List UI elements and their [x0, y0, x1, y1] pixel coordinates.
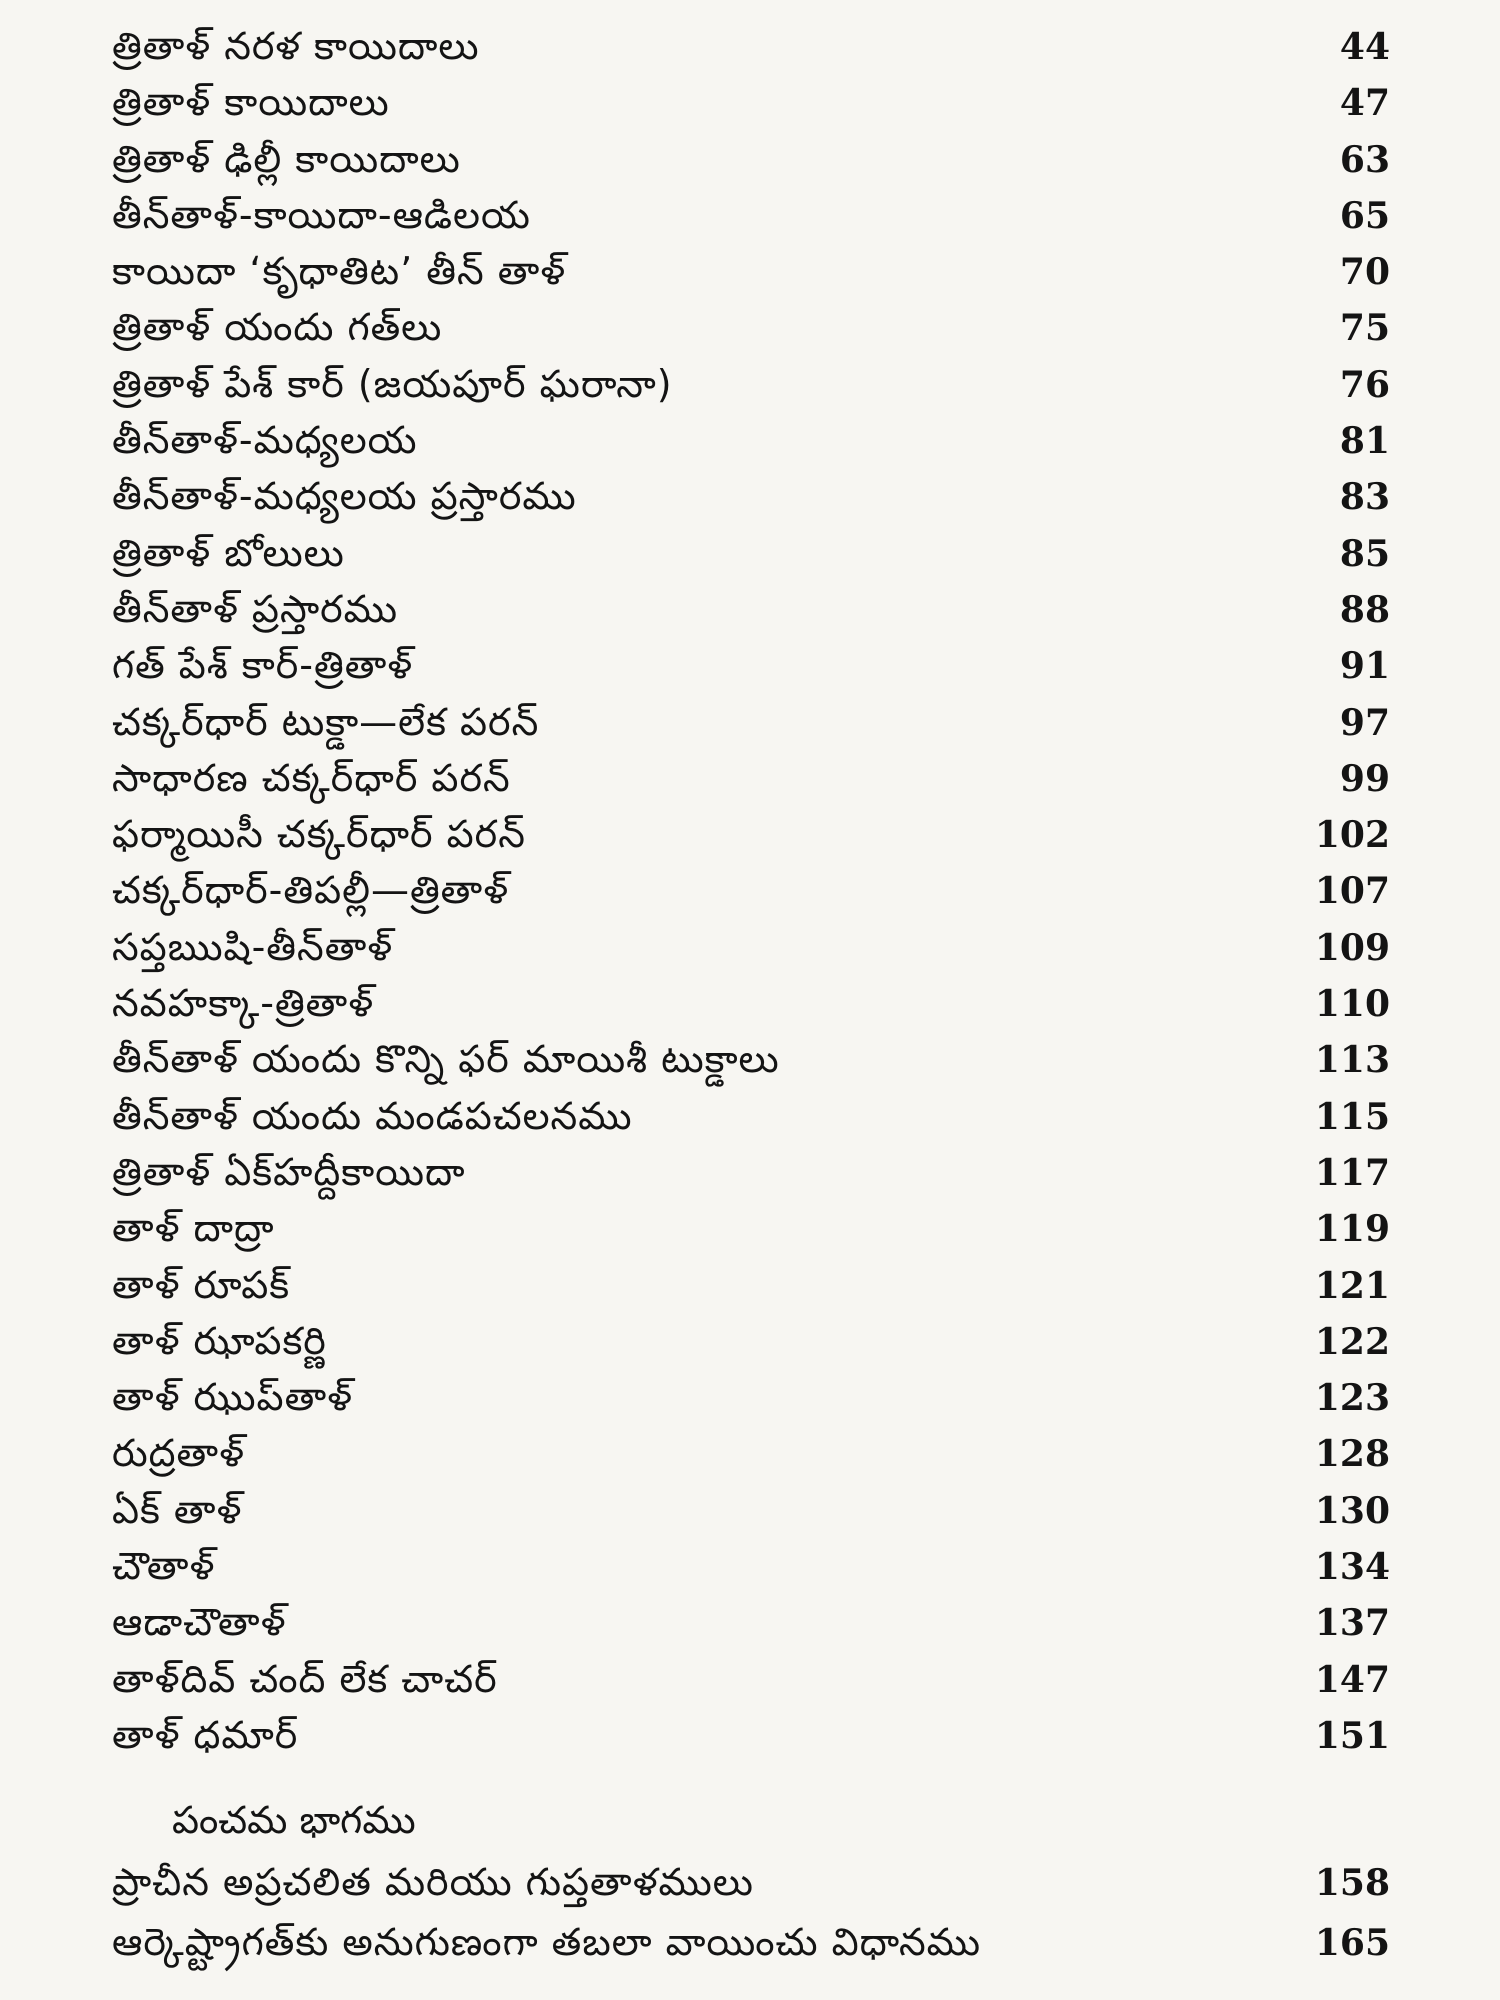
- toc-entry-title: త్రితాళ్ బోలులు: [112, 530, 345, 575]
- toc-entry-page-number: 147: [1314, 1658, 1390, 1701]
- toc-entry-title: తాళ్ రూపక్: [112, 1262, 291, 1307]
- toc-entry: [112, 756, 1402, 812]
- toc-entry: [112, 1713, 1402, 1769]
- toc-entry-page-number: 81: [1339, 420, 1390, 463]
- toc-entry: [112, 80, 1402, 136]
- toc-entry-page-number: 97: [1339, 701, 1390, 744]
- toc-entry-title: ప్రాచీన అప్రచలిత మరియు గుప్తతాళములు: [112, 1860, 754, 1904]
- toc-entry-page-number: 99: [1339, 757, 1390, 800]
- toc-entry-page-number: 88: [1339, 588, 1390, 631]
- toc-entry: [112, 24, 1402, 80]
- toc-entry-title: ఫర్మాయిసీ చక్కర్‌ధార్ పరన్: [112, 812, 526, 857]
- toc-entry: [112, 1319, 1402, 1375]
- toc-entry: [112, 643, 1402, 699]
- toc-entry: [112, 587, 1402, 643]
- toc-entry-title: తాళ్ దాద్రా: [112, 1206, 275, 1251]
- toc-entry: [112, 1263, 1402, 1319]
- toc-entry-page-number: 83: [1339, 476, 1390, 519]
- toc-entry-page-number: 137: [1314, 1602, 1390, 1645]
- toc-entry: [112, 868, 1402, 924]
- toc-entry-title: సప్తఋషి-తీన్‌తాళ్: [112, 924, 394, 969]
- toc-entry-page-number: 102: [1314, 814, 1390, 857]
- toc-entry: [112, 1206, 1402, 1262]
- toc-entry-title: రుద్రతాళ్: [112, 1431, 245, 1476]
- toc-entry-page-number: 121: [1314, 1264, 1390, 1307]
- toc-entry-title: చక్కర్‌ధార్ టుక్డా—లేక పరన్: [112, 699, 540, 744]
- toc-entry-title: తీన్‌తాళ్-కాయిదా-ఆడిలయ: [112, 192, 531, 237]
- toc-entry: [112, 700, 1402, 756]
- toc-entry: [112, 981, 1402, 1037]
- toc-entry-page-number: 165: [1314, 1922, 1390, 1964]
- toc-entry-title: తాళ్ ధమార్: [112, 1712, 299, 1757]
- toc-entry-page-number: 158: [1314, 1862, 1390, 1904]
- toc-entry-title: త్రితాళ్ పేశ్ కార్ (జయపూర్ ఘరానా): [112, 361, 673, 406]
- toc-entry-title: తాళ్ ఝుప్‌తాళ్: [112, 1375, 354, 1420]
- toc-entry-page-number: 85: [1339, 532, 1390, 575]
- toc-entry-title: తీన్‌తాళ్ యందు మండపచలనము: [112, 1093, 633, 1138]
- toc-entry: [112, 925, 1402, 981]
- toc-entry-title: కాయిదా ‘కృధాతిట’ తీన్ తాళ్: [112, 249, 567, 294]
- toc-entry-page-number: 75: [1339, 307, 1390, 350]
- toc-entry-title: చక్కర్‌ధార్-తిపల్లీ—త్రితాళ్: [112, 868, 510, 913]
- toc-entry-page-number: 110: [1314, 983, 1390, 1026]
- toc-entry-title: నవహక్కా-త్రితాళ్: [112, 981, 375, 1026]
- toc-entry-title: తీన్‌తాళ్-మధ్యలయ ప్రస్తారము: [112, 474, 577, 519]
- toc-entry: [112, 1150, 1402, 1206]
- toc-entry: [112, 1488, 1402, 1544]
- toc-entry-title: తీన్‌తాళ్ ప్రస్తారము: [112, 586, 399, 631]
- toc-entry-title: త్రితాళ్ యందు గత్‌లు: [112, 305, 443, 350]
- toc-entry: [112, 362, 1402, 418]
- toc-entry-title: త్రితాళ్ కాయిదాలు: [112, 80, 390, 125]
- toc-entry-page-number: 151: [1314, 1714, 1390, 1757]
- toc-entry-title: త్రితాళ్ ఏక్‌హద్దీకాయిదా: [112, 1149, 466, 1194]
- toc-entry-title: తాళ్ ఝాపకర్ణి: [112, 1318, 327, 1363]
- toc-entry-title: తాళ్‌దివ్ చంద్ లేక చాచర్: [112, 1656, 498, 1701]
- toc-entry-title: ఏక్ తాళ్: [112, 1487, 243, 1532]
- toc-entry-page-number: 117: [1314, 1151, 1390, 1194]
- toc-entry-page-number: 119: [1314, 1208, 1390, 1251]
- toc-entry-page-number: 113: [1314, 1039, 1390, 1082]
- toc-entry-page-number: 65: [1339, 194, 1390, 237]
- toc-entry: [112, 1920, 1402, 1980]
- toc-entry: [112, 305, 1402, 361]
- toc-entry: [112, 1431, 1402, 1487]
- toc-entry: [112, 418, 1402, 474]
- toc-entry-title: సాధారణ చక్కర్‌ధార్ పరన్: [112, 755, 511, 800]
- toc-entry-page-number: 70: [1339, 251, 1390, 294]
- section-list: [112, 1860, 1402, 1980]
- toc-entry-title: తీన్‌తాళ్ యందు కొన్ని ఫర్ మాయిశీ టుక్డాలు: [112, 1037, 780, 1082]
- toc-entry-page-number: 44: [1339, 26, 1390, 68]
- toc-entry-page-number: 128: [1314, 1433, 1390, 1476]
- toc-entry-title: గత్ పేశ్ కార్-త్రితాళ్: [112, 643, 414, 688]
- toc-entry: [112, 1037, 1402, 1093]
- toc-entry-title: ఆర్కెష్ట్రాగత్‌కు అనుగుణంగా తబలా వాయించు విధానము: [112, 1920, 982, 1964]
- toc-entry: [112, 812, 1402, 868]
- toc-entry: [112, 1094, 1402, 1150]
- toc-entry-title: త్రితాళ్ ఢిల్లీ కాయిదాలు: [112, 136, 461, 181]
- toc-entry-page-number: 91: [1339, 645, 1390, 688]
- toc-entry-page-number: 130: [1314, 1489, 1390, 1532]
- toc-entry-page-number: 47: [1339, 82, 1390, 125]
- toc-entry-page-number: 134: [1314, 1546, 1390, 1589]
- toc-entry-page-number: 122: [1314, 1320, 1390, 1363]
- toc-entry-title: ఆడాచౌతాళ్: [112, 1600, 287, 1645]
- toc-entry: [112, 1600, 1402, 1656]
- toc-entry-page-number: 63: [1339, 138, 1390, 181]
- toc-entry: [112, 137, 1402, 193]
- toc-entry-page-number: 123: [1314, 1377, 1390, 1420]
- toc-entry-page-number: 109: [1314, 926, 1390, 969]
- toc-entry: [112, 1375, 1402, 1431]
- toc-entry: [112, 474, 1402, 530]
- toc-entry: [112, 1860, 1402, 1920]
- toc-entry: [112, 531, 1402, 587]
- toc-entry: [112, 1657, 1402, 1713]
- toc-entry: [112, 193, 1402, 249]
- toc-entry-page-number: 107: [1314, 870, 1390, 913]
- toc-entry-page-number: 76: [1339, 363, 1390, 406]
- toc-entry-page-number: 115: [1314, 1095, 1390, 1138]
- toc-entry: [112, 1544, 1402, 1600]
- section-heading: పంచమ భాగము: [172, 1798, 416, 1842]
- toc-entry-title: తీన్‌తాళ్-మధ్యలయ: [112, 418, 418, 463]
- section-panchama: [112, 1790, 1402, 1980]
- toc-entry-title: త్రితాళ్ నరళ కాయిదాలు: [112, 24, 480, 68]
- toc-entry: [112, 249, 1402, 305]
- toc-list: [112, 24, 1402, 1769]
- toc-entry-title: చౌతాళ్: [112, 1544, 216, 1589]
